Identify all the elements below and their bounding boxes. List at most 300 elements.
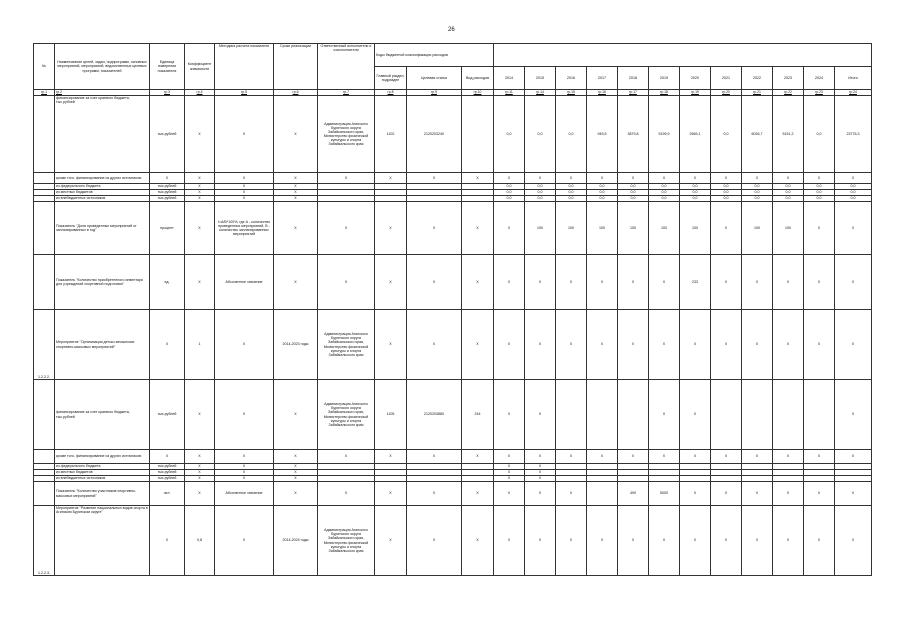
cell: Х <box>525 476 556 482</box>
cell: 244 <box>462 380 494 450</box>
cell: Х <box>462 450 494 464</box>
cell: Х <box>835 310 872 380</box>
header-term: Сроки реализации <box>274 44 318 90</box>
cell: 0,0 <box>742 184 773 190</box>
cell: Х <box>407 450 462 464</box>
row-no <box>34 380 55 450</box>
header-unit: Единица измерения показателя <box>150 44 185 90</box>
row-name: из местных бюджетов <box>55 470 150 476</box>
cell: Х <box>185 482 215 506</box>
row-name: из внебюджетных источников <box>55 196 150 202</box>
cell: Х <box>185 173 215 184</box>
row-name: кроме того, финансирование из других источников: <box>55 173 150 184</box>
table-row <box>34 255 872 310</box>
cell: 0,0 <box>649 196 680 202</box>
cell: тыс.рублей <box>150 476 185 482</box>
row-name: Показатель "Доля проведенных мероприятий от запланированных в год" <box>55 202 150 255</box>
colnum: гр.20 <box>711 90 742 96</box>
cell: Х <box>462 506 494 576</box>
cell: Х <box>773 482 804 506</box>
cell: Х <box>215 310 274 380</box>
cell: Х <box>804 450 835 464</box>
cell: Х <box>185 380 215 450</box>
cell: Х <box>711 202 742 255</box>
cell: 0,0 <box>525 190 556 196</box>
cell: Х <box>407 482 462 506</box>
cell: 1105 <box>375 380 407 450</box>
cell <box>462 96 494 173</box>
cell: 0 <box>680 380 711 450</box>
table-row <box>34 96 872 173</box>
cell: Х <box>556 173 587 184</box>
cell: Х <box>525 470 556 476</box>
cell: Х <box>462 482 494 506</box>
cell: тыс.рублей <box>150 184 185 190</box>
header-year: 2022 <box>742 67 773 90</box>
cell: Х <box>215 506 274 576</box>
header-row-1 <box>34 44 872 67</box>
cell: Х <box>525 482 556 506</box>
cell: Х <box>742 450 773 464</box>
cell: Х <box>835 202 872 255</box>
table-row <box>34 202 872 255</box>
cell: 0,0 <box>587 190 618 196</box>
cell: Абсолютное значение <box>215 482 274 506</box>
cell: 0,0 <box>618 196 649 202</box>
cell: Х <box>407 202 462 255</box>
cell: Х <box>742 310 773 380</box>
cell: Х <box>680 506 711 576</box>
cell: 0,0 <box>680 196 711 202</box>
cell: Х <box>494 450 525 464</box>
cell: Х <box>318 450 375 464</box>
cell: Х <box>375 482 407 506</box>
cell: 0,0 <box>587 184 618 190</box>
cell: Х <box>150 310 185 380</box>
cell: 0,0 <box>835 196 872 202</box>
cell: Х <box>375 173 407 184</box>
cell: Х <box>649 255 680 310</box>
row-no <box>34 96 55 173</box>
cell: Х <box>215 173 274 184</box>
row-name: Показатель "Количество приобретенного инвентаря для учреждений спортивной подготовки" <box>55 255 150 310</box>
header-year: 2023 <box>773 67 804 90</box>
row-name: Мероприятие "Организация детско-юношеских спортивно-массовых мероприятий" <box>55 310 150 380</box>
cell: Х <box>462 310 494 380</box>
row-name: из федерального бюджета <box>55 184 150 190</box>
cell: Х <box>494 506 525 576</box>
cell: I=A/B*100%, где А - количество проведенных мероприятий, В - количество запланированных мероприятий <box>215 202 274 255</box>
cell: Х <box>274 196 318 202</box>
cell: тыс.рублей <box>150 96 185 173</box>
cell: Х <box>375 255 407 310</box>
cell: 0,0 <box>804 190 835 196</box>
cell: Х <box>185 470 215 476</box>
cell: Х <box>649 173 680 184</box>
cell: Х <box>525 173 556 184</box>
cell: 3879,8 <box>618 96 649 173</box>
cell: Х <box>407 173 462 184</box>
cell: 2120203880 <box>407 380 462 450</box>
cell: чел. <box>150 482 185 506</box>
cell: Х <box>587 173 618 184</box>
table-row <box>34 173 872 184</box>
cell: 0,0 <box>494 96 525 173</box>
cell: Х <box>649 506 680 576</box>
row-no <box>34 482 55 506</box>
cell: Х <box>742 506 773 576</box>
cell: 0,0 <box>494 190 525 196</box>
cell: Х <box>711 482 742 506</box>
colnum: гр.1 <box>34 90 55 96</box>
cell: 0,0 <box>711 190 742 196</box>
cell: Х <box>494 202 525 255</box>
cell: Х <box>215 96 274 173</box>
cell: Х <box>185 184 215 190</box>
cell: 100 <box>680 202 711 255</box>
cell: 0,0 <box>680 184 711 190</box>
colnum: гр.18 <box>649 90 680 96</box>
cell: 0,0 <box>711 184 742 190</box>
header-year: 2018 <box>618 67 649 90</box>
cell: 1 <box>185 310 215 380</box>
cell: Х <box>215 190 274 196</box>
cell: Х <box>215 464 274 470</box>
cell: Х <box>215 380 274 450</box>
cell: Х <box>649 310 680 380</box>
cell: Х <box>525 464 556 470</box>
row-no <box>34 450 55 464</box>
cell: Х <box>556 310 587 380</box>
cell: Х <box>462 202 494 255</box>
cell: Х <box>742 173 773 184</box>
row-no <box>34 173 55 184</box>
cell: Х <box>525 310 556 380</box>
cell: 0,0 <box>556 196 587 202</box>
cell: Х <box>835 482 872 506</box>
cell: 6026,7 <box>742 96 773 173</box>
row-name: Мероприятие "Развитие национальных видов спорта в Агинском Бурятском округе" <box>55 506 150 576</box>
header-year: 2015 <box>525 67 556 90</box>
cell: 0,0 <box>835 184 872 190</box>
cell: Х <box>556 450 587 464</box>
cell: Х <box>773 450 804 464</box>
colnum: гр.6 <box>274 90 318 96</box>
cell: Х <box>375 450 407 464</box>
colnum: гр.16 <box>587 90 618 96</box>
cell: Х <box>274 380 318 450</box>
cell: Х <box>274 255 318 310</box>
cell: Х <box>274 202 318 255</box>
cell: Х <box>494 464 525 470</box>
cell: 490 <box>618 482 649 506</box>
cell: Х <box>185 255 215 310</box>
colnum: гр.11 <box>494 90 525 96</box>
header-cs: Целевая статья <box>407 67 462 90</box>
cell: Х <box>375 202 407 255</box>
cell: Х <box>835 255 872 310</box>
cell: Х <box>274 482 318 506</box>
cell: Абсолютное значение <box>215 255 274 310</box>
row-name: финансирование за счет краевого бюджета, тыс.рублей <box>55 96 150 173</box>
colnum: гр.22 <box>773 90 804 96</box>
cell: Х <box>804 202 835 255</box>
cell: Х <box>494 482 525 506</box>
cell: Х <box>773 506 804 576</box>
cell: тыс.рублей <box>150 190 185 196</box>
cell <box>587 380 618 450</box>
cell: Х <box>649 450 680 464</box>
cell: Х <box>375 310 407 380</box>
cell: Х <box>525 506 556 576</box>
cell: Х <box>318 202 375 255</box>
cell: Х <box>742 482 773 506</box>
header-no: № <box>34 44 55 90</box>
cell: Х <box>773 255 804 310</box>
cell: Х <box>618 450 649 464</box>
cell: Х <box>215 476 274 482</box>
colnum: гр.17 <box>618 90 649 96</box>
cell: Х <box>215 470 274 476</box>
cell: 100 <box>773 202 804 255</box>
table-row <box>34 506 872 576</box>
cell: 1102 <box>375 96 407 173</box>
table-row <box>34 380 872 450</box>
colnum: гр.21 <box>742 90 773 96</box>
colnum: гр.7 <box>318 90 375 96</box>
cell: Х <box>711 450 742 464</box>
cell: Х <box>185 476 215 482</box>
cell: 0,0 <box>804 184 835 190</box>
cell: Х <box>274 190 318 196</box>
cell: 0,0 <box>742 196 773 202</box>
cell: Х <box>318 173 375 184</box>
colnum: гр.15 <box>556 90 587 96</box>
cell: Х <box>215 196 274 202</box>
cell: 0,0 <box>525 196 556 202</box>
cell: 100 <box>649 202 680 255</box>
cell: Х <box>150 450 185 464</box>
cell: Х <box>556 255 587 310</box>
colnum: гр.24 <box>835 90 872 96</box>
cell: Х <box>375 506 407 576</box>
cell: Х <box>835 450 872 464</box>
row-name: из внебюджетных источников <box>55 476 150 482</box>
table-row <box>34 450 872 464</box>
cell: Х <box>711 173 742 184</box>
cell: Х <box>804 255 835 310</box>
row-no: 1.2.2.3. <box>34 506 55 576</box>
cell: 0,0 <box>649 184 680 190</box>
row-name: кроме того, финансирование из других источников: <box>55 450 150 464</box>
row-name: Показатель "Количество участников спортивно-массовых мероприятий" <box>55 482 150 506</box>
cell: Х <box>185 96 215 173</box>
cell: 0,0 <box>773 196 804 202</box>
cell: Х <box>407 310 462 380</box>
cell: Х <box>804 506 835 576</box>
cell: Х <box>587 506 618 576</box>
cell: 100 <box>742 202 773 255</box>
cell: тыс.рублей <box>150 470 185 476</box>
header-year: 2020 <box>680 67 711 90</box>
cell: 0,0 <box>494 196 525 202</box>
cell: 2014-2023 годы <box>274 310 318 380</box>
header-total: Итого <box>835 67 872 90</box>
cell: 5151,2 <box>773 96 804 173</box>
cell: тыс.рублей <box>150 380 185 450</box>
colnum: гр.14 <box>525 90 556 96</box>
cell: ед. <box>150 255 185 310</box>
cell: Х <box>407 506 462 576</box>
cell <box>618 380 649 450</box>
cell: Х <box>680 482 711 506</box>
cell: Х <box>407 255 462 310</box>
cell: Х <box>711 506 742 576</box>
cell: 0,0 <box>525 96 556 173</box>
cell: Х <box>215 184 274 190</box>
cell: Х <box>556 506 587 576</box>
cell: Х <box>274 450 318 464</box>
cell: Х <box>462 173 494 184</box>
cell <box>587 482 618 506</box>
colnum: гр.9 <box>407 90 462 96</box>
cell: Х <box>185 450 215 464</box>
budget-table <box>33 43 872 576</box>
cell: 0,0 <box>804 96 835 173</box>
cell: Х <box>742 255 773 310</box>
header-year: 2016 <box>556 67 587 90</box>
cell: Администрация Агинского Бурятского округа Забайкальского края, Министерство физической культуры и спорта Забайкальского края <box>318 310 375 380</box>
cell: Х <box>462 255 494 310</box>
cell: Х <box>185 464 215 470</box>
cell: 0,0 <box>618 190 649 196</box>
cell: 100 <box>556 202 587 255</box>
cell: Х <box>804 482 835 506</box>
colnum: гр.5 <box>215 90 274 96</box>
colnum: гр.4 <box>185 90 215 96</box>
header-exec: Ответственный исполнитель и соисполнители <box>318 44 375 90</box>
cell: Х <box>618 173 649 184</box>
cell: Х <box>318 482 375 506</box>
cell: Х <box>150 173 185 184</box>
colnum: гр.3 <box>150 90 185 96</box>
cell: Х <box>215 450 274 464</box>
cell: Х <box>494 173 525 184</box>
cell: Х <box>274 173 318 184</box>
cell: Х <box>773 310 804 380</box>
table-row <box>34 482 872 506</box>
colnum: гр.23 <box>804 90 835 96</box>
header-gr: Главный раздел, подраздел <box>375 67 407 90</box>
cell: 949,5 <box>587 96 618 173</box>
cell: тыс.рублей <box>150 464 185 470</box>
cell: 100 <box>618 202 649 255</box>
header-year: 2017 <box>587 67 618 90</box>
cell: 0,0 <box>525 184 556 190</box>
row-name: финансирование за счет краевого бюджета, тыс.рублей <box>55 380 150 450</box>
cell: Х <box>525 380 556 450</box>
cell: Х <box>835 506 872 576</box>
colnum: гр.8 <box>375 90 407 96</box>
cell: 0,0 <box>804 196 835 202</box>
cell: Х <box>185 190 215 196</box>
cell: 5000 <box>649 482 680 506</box>
cell: Х <box>556 482 587 506</box>
cell: Х <box>525 450 556 464</box>
cell: 0,0 <box>711 196 742 202</box>
cell: 2569,1 <box>680 96 711 173</box>
header-year: 2024 <box>804 67 835 90</box>
cell: Х <box>494 380 525 450</box>
cell: 100 <box>587 202 618 255</box>
cell: 0,0 <box>711 96 742 173</box>
cell: Х <box>274 184 318 190</box>
cell: процент <box>150 202 185 255</box>
cell: Х <box>494 476 525 482</box>
cell: тыс.рублей <box>150 196 185 202</box>
header-coef: Коэффициент значимости <box>185 44 215 90</box>
cell: 0,0 <box>556 96 587 173</box>
cell: 0,8 <box>185 506 215 576</box>
colnum: гр.19 <box>680 90 711 96</box>
cell: 5199,9 <box>649 96 680 173</box>
cell: 0,0 <box>556 184 587 190</box>
header-year: 2019 <box>649 67 680 90</box>
cell: Х <box>587 255 618 310</box>
cell: 23776,3 <box>835 96 872 173</box>
cell: 0,0 <box>835 190 872 196</box>
cell <box>804 380 835 450</box>
cell: Х <box>711 255 742 310</box>
cell <box>556 380 587 450</box>
cell: 0,0 <box>587 196 618 202</box>
cell: 2120203240 <box>407 96 462 173</box>
cell: 0,0 <box>649 190 680 196</box>
row-name: из федерального бюджета <box>55 464 150 470</box>
cell: Х <box>525 255 556 310</box>
cell: 0 <box>649 380 680 450</box>
header-years-blank <box>494 44 872 67</box>
cell: Х <box>680 310 711 380</box>
header-method: Методика расчета показателя <box>215 44 274 90</box>
cell: Х <box>804 310 835 380</box>
colnum: гр.10 <box>462 90 494 96</box>
cell: Х <box>494 470 525 476</box>
cell: Х <box>494 310 525 380</box>
cell: Х <box>274 464 318 470</box>
colnum: гр.2 <box>55 90 150 96</box>
cell: 0,0 <box>742 190 773 196</box>
cell: 2014-2024 годы <box>274 506 318 576</box>
cell: Х <box>318 255 375 310</box>
cell: 233 <box>680 255 711 310</box>
row-name: из местных бюджетов <box>55 190 150 196</box>
row-no <box>34 255 55 310</box>
header-year: 2021 <box>711 67 742 90</box>
cell: Х <box>835 173 872 184</box>
cell: 0,0 <box>494 184 525 190</box>
header-vr: Вид расходов <box>462 67 494 90</box>
cell: Х <box>711 310 742 380</box>
cell: Х <box>618 310 649 380</box>
table-row <box>34 310 872 380</box>
cell <box>742 380 773 450</box>
cell: Х <box>274 470 318 476</box>
cell: Х <box>773 173 804 184</box>
cell: Х <box>185 202 215 255</box>
cell <box>711 380 742 450</box>
cell: 0,0 <box>556 190 587 196</box>
